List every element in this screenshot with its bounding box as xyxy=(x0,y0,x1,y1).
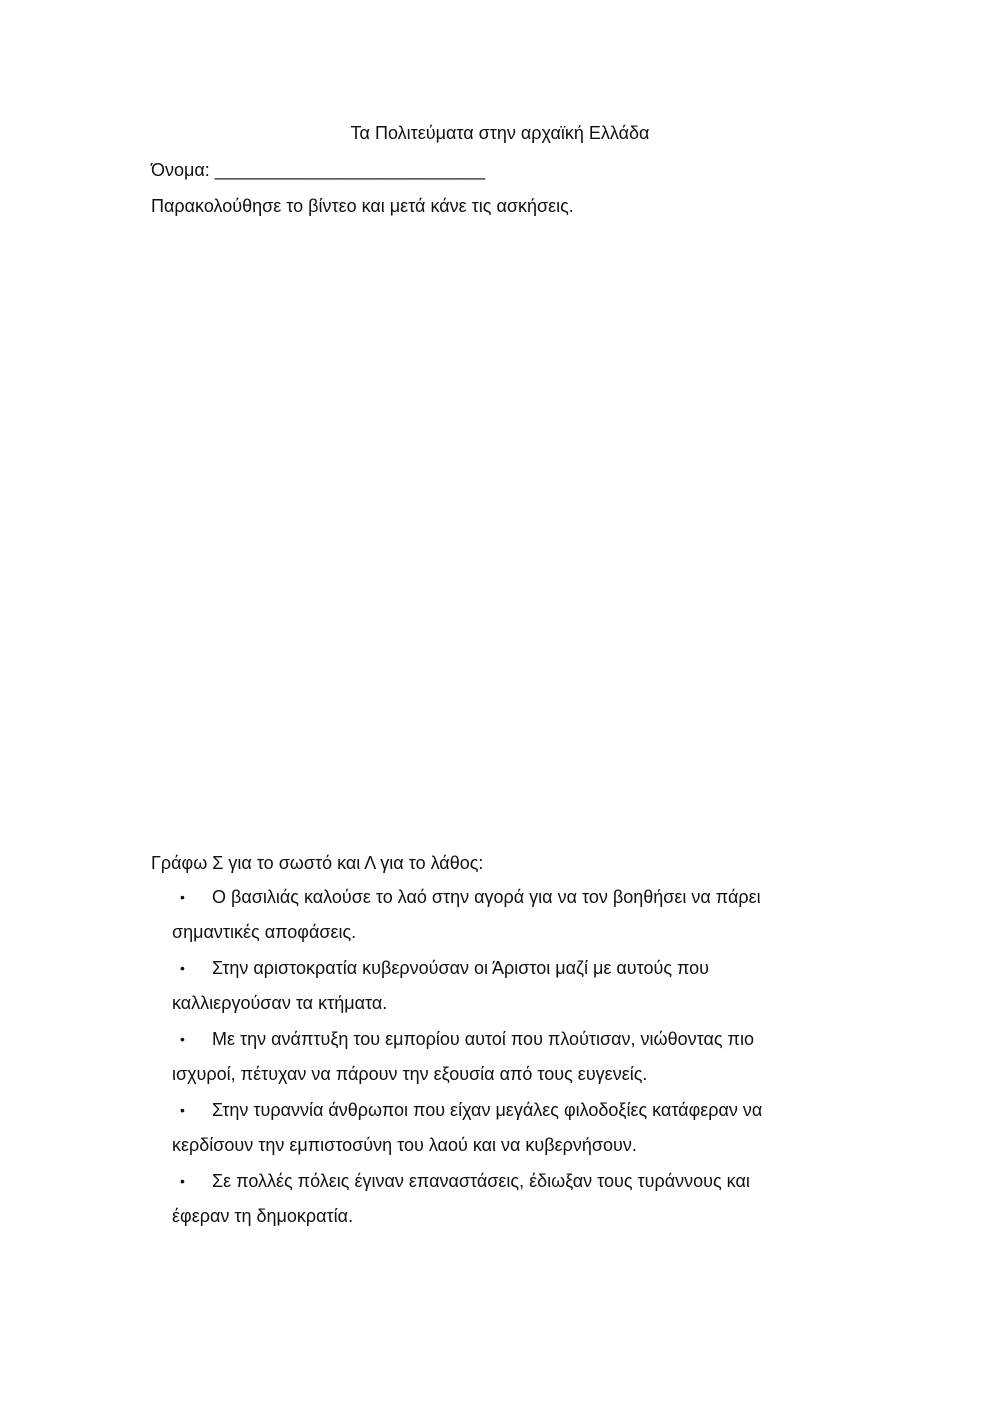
statement-text-line-2: καλλιεργούσαν τα κτήματα. xyxy=(172,993,388,1013)
statement-text-line-2: ισχυροί, πέτυχαν να πάρουν την εξουσία από τους ευγενείς. xyxy=(172,1064,648,1084)
bullet-icon: • xyxy=(180,1102,185,1118)
statement-text-line-2: έφεραν τη δημοκρατία. xyxy=(172,1206,354,1226)
statement-item-3 xyxy=(172,1022,852,1092)
statement-text-line-1: Σε πολλές πόλεις έγιναν επαναστάσεις, έδιωξαν τους τυράννους και xyxy=(212,1171,750,1191)
bullet-icon: • xyxy=(180,1173,185,1189)
page-title: Τα Πολιτεύματα στην αρχαϊκή Ελλάδα xyxy=(350,123,650,143)
statement-text-line-2: κερδίσουν την εμπιστοσύνη του λαού και να κυβερνήσουν. xyxy=(172,1135,637,1155)
instruction-text: Παρακολούθησε το βίντεο και μετά κάνε τις ασκήσεις. xyxy=(151,196,574,216)
statement-item-4 xyxy=(172,1093,852,1163)
bullet-icon: • xyxy=(180,960,185,976)
statement-item-1 xyxy=(172,880,852,950)
exercise-heading: Γράφω Σ για το σωστό και Λ για το λάθος: xyxy=(151,853,484,873)
statement-item-5 xyxy=(172,1164,852,1234)
name-field-label: Όνομα: ___________________________ xyxy=(151,160,486,180)
bullet-icon: • xyxy=(180,1031,185,1047)
statement-text-line-1: Στην αριστοκρατία κυβερνούσαν οι Άριστοι μαζί με αυτούς που xyxy=(212,958,710,978)
statement-text-line-1: Ο βασιλιάς καλούσε το λαό στην αγορά για να τον βοηθήσει να πάρει xyxy=(212,887,761,907)
statement-text-line-1: Στην τυραννία άνθρωποι που είχαν μεγάλες φιλοδοξίες κατάφεραν να xyxy=(212,1100,763,1120)
statement-text-line-1: Με την ανάπτυξη του εμπορίου αυτοί που πλούτισαν, νιώθοντας πιο xyxy=(212,1029,754,1049)
bullet-icon: • xyxy=(180,889,185,905)
statement-list xyxy=(172,880,852,1235)
statement-item-2 xyxy=(172,951,852,1021)
statement-text-line-2: σημαντικές αποφάσεις. xyxy=(172,922,357,942)
